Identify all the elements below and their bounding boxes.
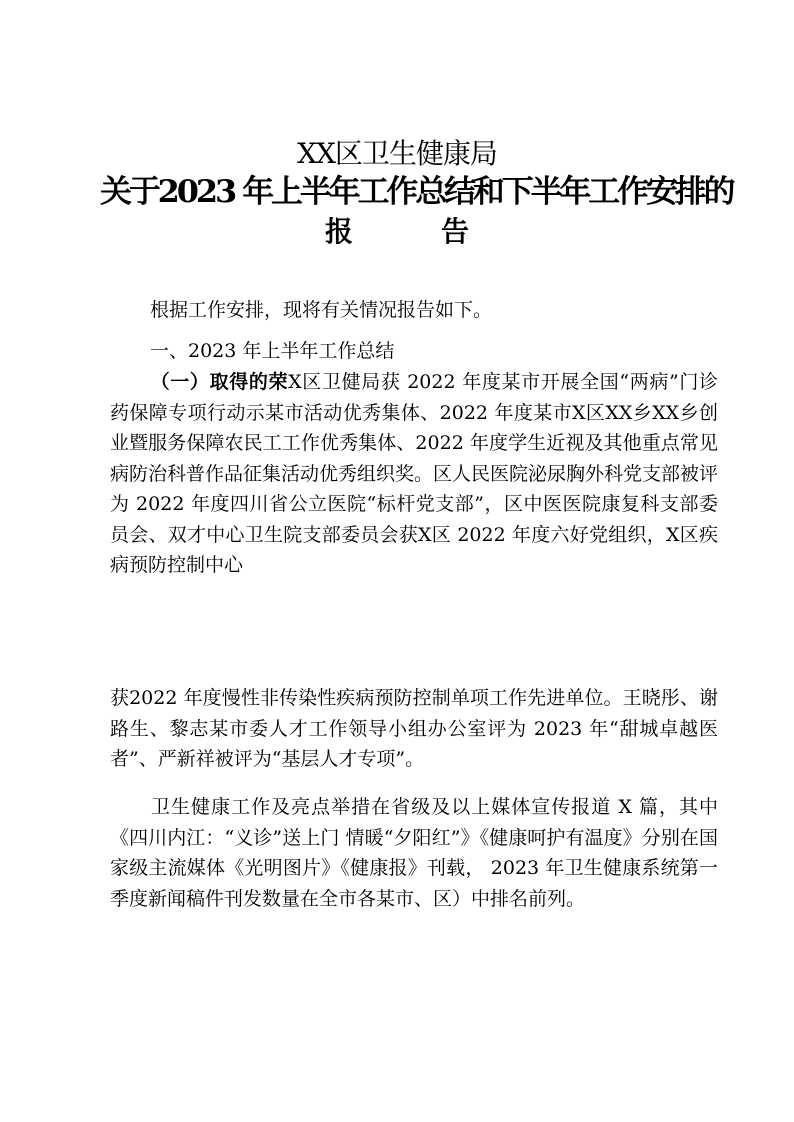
honors-text: X区卫健局获 2022 年度某市开展全国“两病”门诊药保障专项行动示某市活动优秀集体、2022 年度某市X区XX乡XX乡创业暨服务保障农民工工作优秀集体、2022 年度学生近视及其他重点常见病防治科普作品征集活动优秀组织奖。区人民医院泌尿胸外科党支部被评为 2022 年度四川省公立医院“标杆党支部”，区中医医院康复科支部委员会、双才中心卫生院支部委员会获X区 2022 年度六好党组织，X区疾病预防控制中心 (110, 371, 719, 576)
media-paragraph (110, 792, 718, 914)
honors-paragraph-continued: 获2022 年度慢性非传染性疾病预防控制单项工作先进单位。王晓彤、谢路生、黎志某市委人才工作领导小组办公室评为 2023 年“甜城卓越医者”、严新祥被评为“基层人才专项”。 (110, 687, 718, 770)
document-subject-title: 关于2023 年上半年工作总结和下半年工作安排的 (100, 174, 733, 210)
intro-paragraph: 根据工作安排，现将有关情况报告如下。 (150, 299, 493, 321)
document-type-title: 报 告 (324, 215, 499, 248)
subsection-1-label: （一）取得的荣 (150, 371, 289, 393)
media-text: 卫生健康工作及亮点举措在省级及以上媒体宣传报道 X 篇，其中《四川内江：“义诊”送上门 情暖“夕阳红”》《健康呵护有温度》分别在国家级主流媒体《光明图片》《健康报》刊载， 2023 年卫生健康系统第一季度新闻稿件刊发数量在全市各某市、区）中排名前列。 (110, 796, 718, 910)
section-1-heading: 一、2023 年上半年工作总结 (150, 340, 395, 362)
document-org-title: XX区卫生健康局 (297, 137, 497, 170)
honors-paragraph (110, 367, 718, 581)
